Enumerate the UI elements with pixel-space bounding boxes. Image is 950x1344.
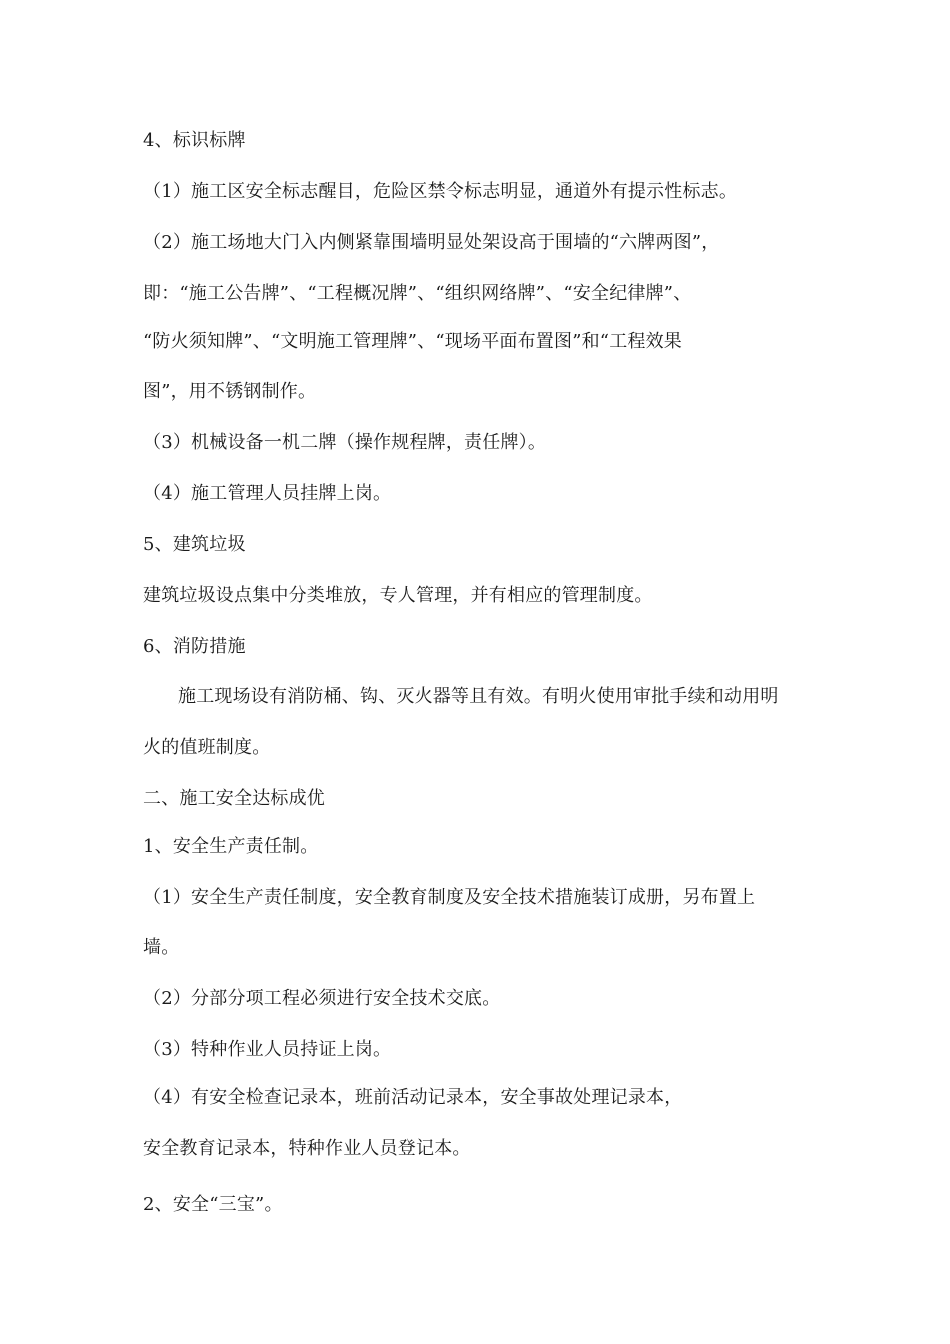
paragraph-line: （4）有安全检查记录本，班前活动记录本，安全事故处理记录本， xyxy=(143,1087,683,1108)
paragraph-line: （2）分部分项工程必须进行安全技术交底。 xyxy=(143,988,501,1009)
paragraph-line: （1）施工区安全标志醒目，危险区禁令标志明显，通道外有提示性标志。 xyxy=(143,181,738,202)
paragraph-line: “防火须知牌”、“文明施工管理牌”、“现场平面布置图”和“工程效果 xyxy=(143,331,683,352)
section-heading-signage: 4、标识标牌 xyxy=(143,130,246,151)
section-heading-safety-standards: 二、施工安全达标成优 xyxy=(143,788,325,809)
paragraph-line: 建筑垃圾设点集中分类堆放，专人管理，并有相应的管理制度。 xyxy=(143,585,653,606)
section-heading-fire-protection: 6、消防措施 xyxy=(143,636,246,657)
paragraph-line: （2）施工场地大门入内侧紧靠围墙明显处架设高于围墙的“六牌两图”， xyxy=(143,232,720,253)
section-heading-responsibility-system: 1、安全生产责任制。 xyxy=(143,836,319,857)
paragraph-line: 墙。 xyxy=(143,937,180,958)
paragraph-line: （3）特种作业人员持证上岗。 xyxy=(143,1039,392,1060)
paragraph-line: （1）安全生产责任制度，安全教育制度及安全技术措施装订成册，另布置上 xyxy=(143,887,756,908)
paragraph-line: 安全教育记录本，特种作业人员登记本。 xyxy=(143,1138,471,1159)
section-heading-construction-waste: 5、建筑垃圾 xyxy=(143,534,246,555)
paragraph-line: （4）施工管理人员挂牌上岗。 xyxy=(143,483,392,504)
paragraph-line: 火的值班制度。 xyxy=(143,737,271,758)
paragraph-line: 即：“施工公告牌”、“工程概况牌”、“组织网络牌”、“安全纪律牌”、 xyxy=(143,283,692,304)
paragraph-line: 施工现场设有消防桶、钩、灭火器等且有效。有明火使用审批手续和动用明 xyxy=(178,686,779,707)
paragraph-line: （3）机械设备一机二牌（操作规程牌，责任牌）。 xyxy=(143,432,547,453)
paragraph-line: 图”，用不锈钢制作。 xyxy=(143,381,317,402)
section-heading-three-treasures: 2、安全“三宝”。 xyxy=(143,1194,283,1215)
